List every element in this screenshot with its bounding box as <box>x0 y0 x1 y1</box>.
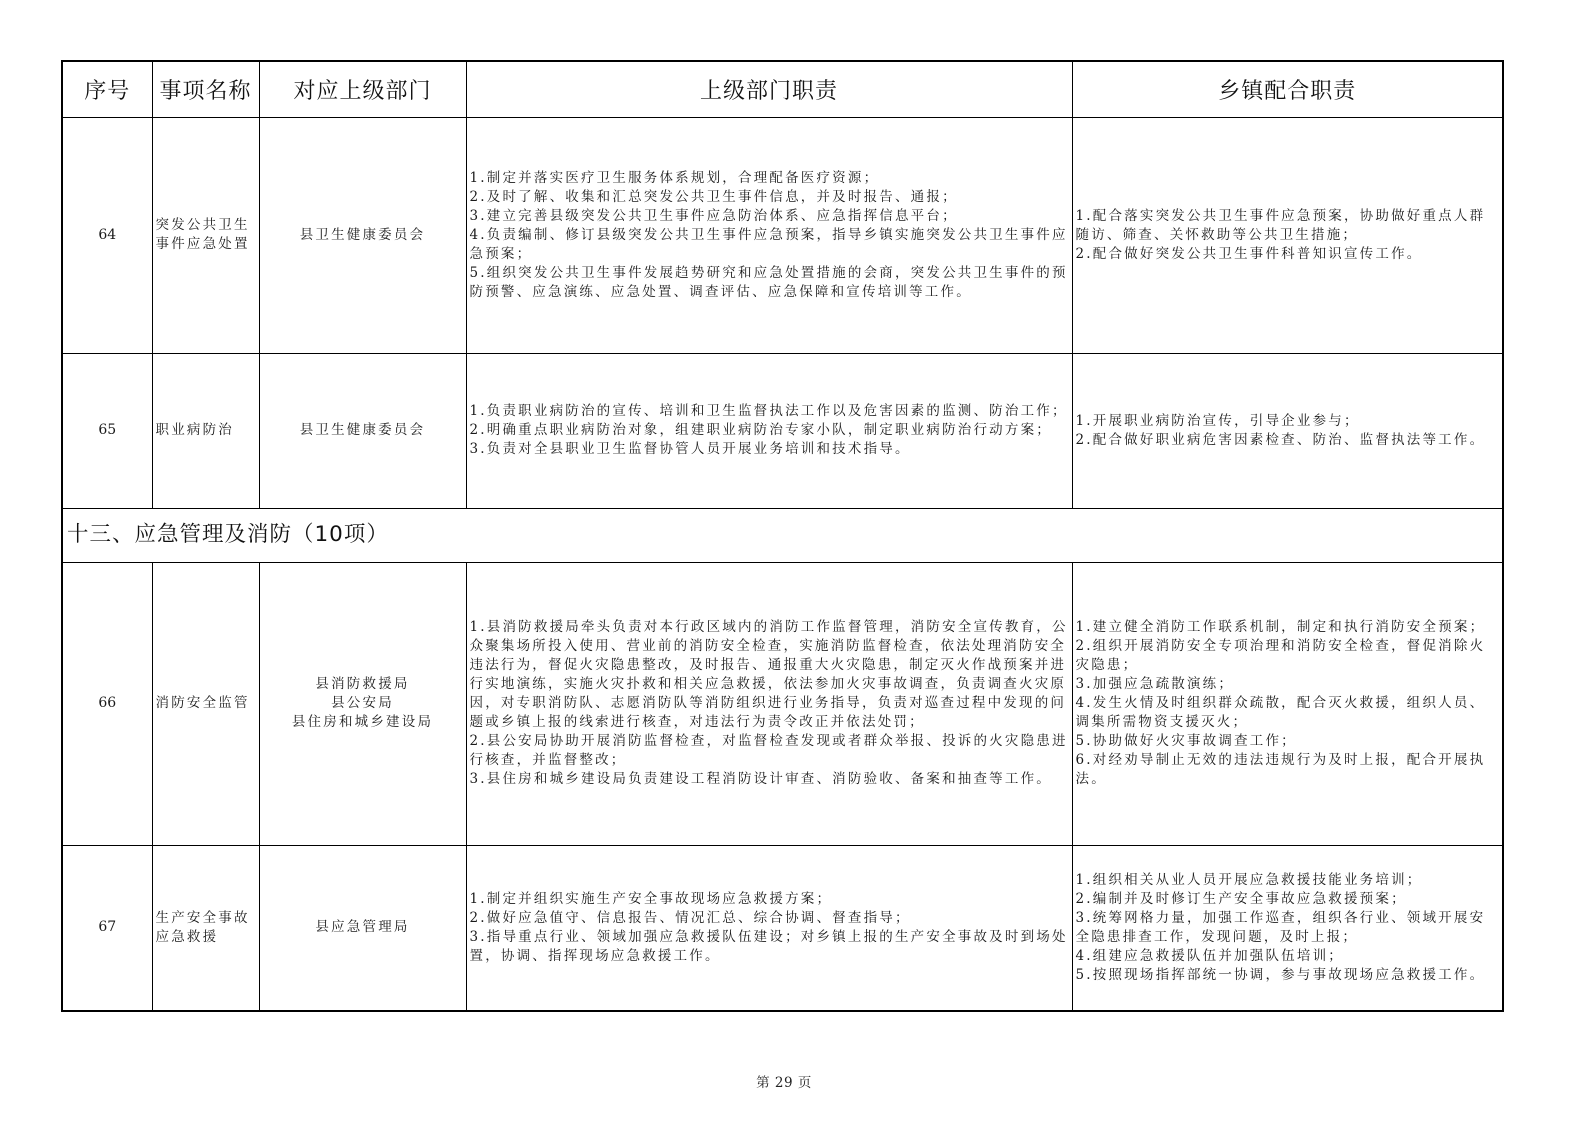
township-duty-item: 5.协助做好火灾事故调查工作； <box>1075 733 1297 749</box>
table-header-row <box>62 61 1503 117</box>
township-duty-item: 2.编制并及时修订生产安全事故应急救援预案； <box>1075 890 1407 907</box>
superior-department-cell <box>259 845 466 1011</box>
township-duty-item: 5.按照现场指挥部统一协调，参与事故现场应急救援工作。 <box>1075 966 1486 983</box>
superior-duty-item: 1.负责职业病防治的宣传、培训和卫生监督执法工作以及危害因素的监测、防治工作； <box>469 403 1068 419</box>
township-duty-item: 4.发生火情及时组织群众疏散，配合灭火救援，组织人员、调集所需物资支援灭火； <box>1075 695 1486 730</box>
table-row <box>62 353 1503 508</box>
section-row <box>62 508 1503 562</box>
township-duty-item: 2.配合做好职业病危害因素检查、防治、监督执法等工作。 <box>1075 431 1486 448</box>
superior-duty-item: 1.制定并组织实施生产安全事故现场应急救援方案； <box>469 890 833 907</box>
superior-duty-item: 1.县消防救援局牵头负责对本行政区域内的消防工作监督管理，消防安全宣传教育，公众聚集场所投入使用、营业前的消防安全检查，实施消防监督检查，依法处理消防安全违法行为，督促火灾隐患整改，及时报告、通报重大火灾隐患，制定灭火作战预案并进行实地演练，实施火灾扑救和相关应急救援，依法参加火灾事故调查，负责调查火灾原因，对专职消防队、志愿消防队等消防组织进行业务指导，负责对巡查过程中发现的问题或乡镇上报的线索进行核查，对违法行为责令改正并依法处罚； <box>469 619 1068 730</box>
superior-duty-item: 3.建立完善县级突发公共卫生事件应急防治体系、应急指挥信息平台； <box>469 207 958 224</box>
item-name: 生产安全事故应急救援 <box>152 845 259 1011</box>
department-name: 县公安局 <box>331 695 394 711</box>
department-name: 县消防救援局 <box>315 676 410 692</box>
page-number: 第 29 页 <box>756 1075 812 1091</box>
superior-duty-item: 1.制定并落实医疗卫生服务体系规划，合理配备医疗资源； <box>469 169 880 186</box>
superior-duty-item: 2.做好应急值守、信息报告、情况汇总、综合协调、督查指导； <box>469 909 911 926</box>
row-index: 65 <box>62 353 152 508</box>
township-duty-item: 1.配合落实突发公共卫生事件应急预案，协助做好重点人群随访、筛查、关怀救助等公共卫生措施； <box>1075 207 1486 243</box>
department-name: 县应急管理局 <box>315 919 410 936</box>
superior-department-cell <box>259 117 466 353</box>
section-title: 十三、应急管理及消防（10项） <box>62 508 1503 562</box>
township-duty-item: 6.对经劝导制止无效的违法违规行为及时上报，配合开展执法。 <box>1075 752 1486 787</box>
department-name: 县卫生健康委员会 <box>299 422 426 438</box>
township-duty-item: 3.统筹网格力量，加强工作巡查，组织各行业、领域开展安全隐患排查工作，发现问题，及时上报； <box>1075 909 1486 945</box>
department-name: 县住房和城乡建设局 <box>291 714 434 730</box>
superior-duty-item: 3.指导重点行业、领域加强应急救援队伍建设；对乡镇上报的生产安全事故及时到场处置，协调、指挥现场应急救援工作。 <box>469 928 1068 964</box>
township-duties-cell <box>1072 562 1503 845</box>
header-superior-duties: 上级部门职责 <box>466 61 1072 117</box>
superior-duties-cell <box>466 562 1072 845</box>
superior-duty-item: 3.负责对全县职业卫生监督协管人员开展业务培训和技术指导。 <box>469 441 911 457</box>
row-index: 67 <box>62 845 152 1011</box>
superior-duties-cell <box>466 117 1072 353</box>
township-duty-item: 1.组织相关从业人员开展应急救援技能业务培训； <box>1075 871 1423 888</box>
superior-duties-cell <box>466 353 1072 508</box>
superior-department-cell <box>259 353 466 508</box>
header-item-name: 事项名称 <box>152 61 259 117</box>
superior-duty-item: 2.明确重点职业病防治对象，组建职业病防治专家小队，制定职业病防治行动方案； <box>469 422 1052 438</box>
superior-duty-item: 3.县住房和城乡建设局负责建设工程消防设计审查、消防验收、备案和抽查等工作。 <box>469 771 1052 787</box>
superior-duty-item: 2.及时了解、收集和汇总突发公共卫生事件信息，并及时报告、通报； <box>469 188 958 205</box>
township-duty-item: 1.建立健全消防工作联系机制，制定和执行消防安全预案； <box>1075 619 1486 635</box>
township-duties-cell <box>1072 117 1503 353</box>
township-duties-cell <box>1072 353 1503 508</box>
superior-duties-cell <box>466 845 1072 1011</box>
superior-duty-item: 5.组织突发公共卫生事件发展趋势研究和应急处置措施的会商，突发公共卫生事件的预防预警、应急演练、应急处置、调查评估、应急保障和宣传培训等工作。 <box>469 264 1068 300</box>
item-name: 消防安全监管 <box>152 562 259 845</box>
superior-duty-item: 4.负责编制、修订县级突发公共卫生事件应急预案，指导乡镇实施突发公共卫生事件应急预案； <box>469 226 1068 262</box>
row-index: 66 <box>62 562 152 845</box>
township-duty-item: 2.配合做好突发公共卫生事件科普知识宣传工作。 <box>1075 245 1423 262</box>
department-name: 县卫生健康委员会 <box>299 226 426 243</box>
responsibility-table <box>61 60 1504 1012</box>
header-superior-department: 对应上级部门 <box>259 61 466 117</box>
township-duty-item: 1.开展职业病防治宣传，引导企业参与； <box>1075 412 1360 429</box>
township-duty-item: 4.组建应急救援队伍并加强队伍培训； <box>1075 947 1344 964</box>
township-duties-cell <box>1072 845 1503 1011</box>
row-index: 64 <box>62 117 152 353</box>
item-name: 职业病防治 <box>152 353 259 508</box>
township-duty-item: 3.加强应急疏散演练； <box>1075 676 1235 692</box>
superior-department-cell <box>259 562 466 845</box>
table-row <box>62 562 1503 845</box>
table-row <box>62 117 1503 353</box>
table-row <box>62 845 1503 1011</box>
township-duty-item: 2.组织开展消防安全专项治理和消防安全检查，督促消除火灾隐患； <box>1075 638 1486 673</box>
header-index: 序号 <box>62 61 152 117</box>
header-township-duties: 乡镇配合职责 <box>1072 61 1503 117</box>
item-name: 突发公共卫生事件应急处置 <box>152 117 259 353</box>
superior-duty-item: 2.县公安局协助开展消防监督检查，对监督检查发现或者群众举报、投诉的火灾隐患进行核查，并监督整改； <box>469 733 1068 768</box>
